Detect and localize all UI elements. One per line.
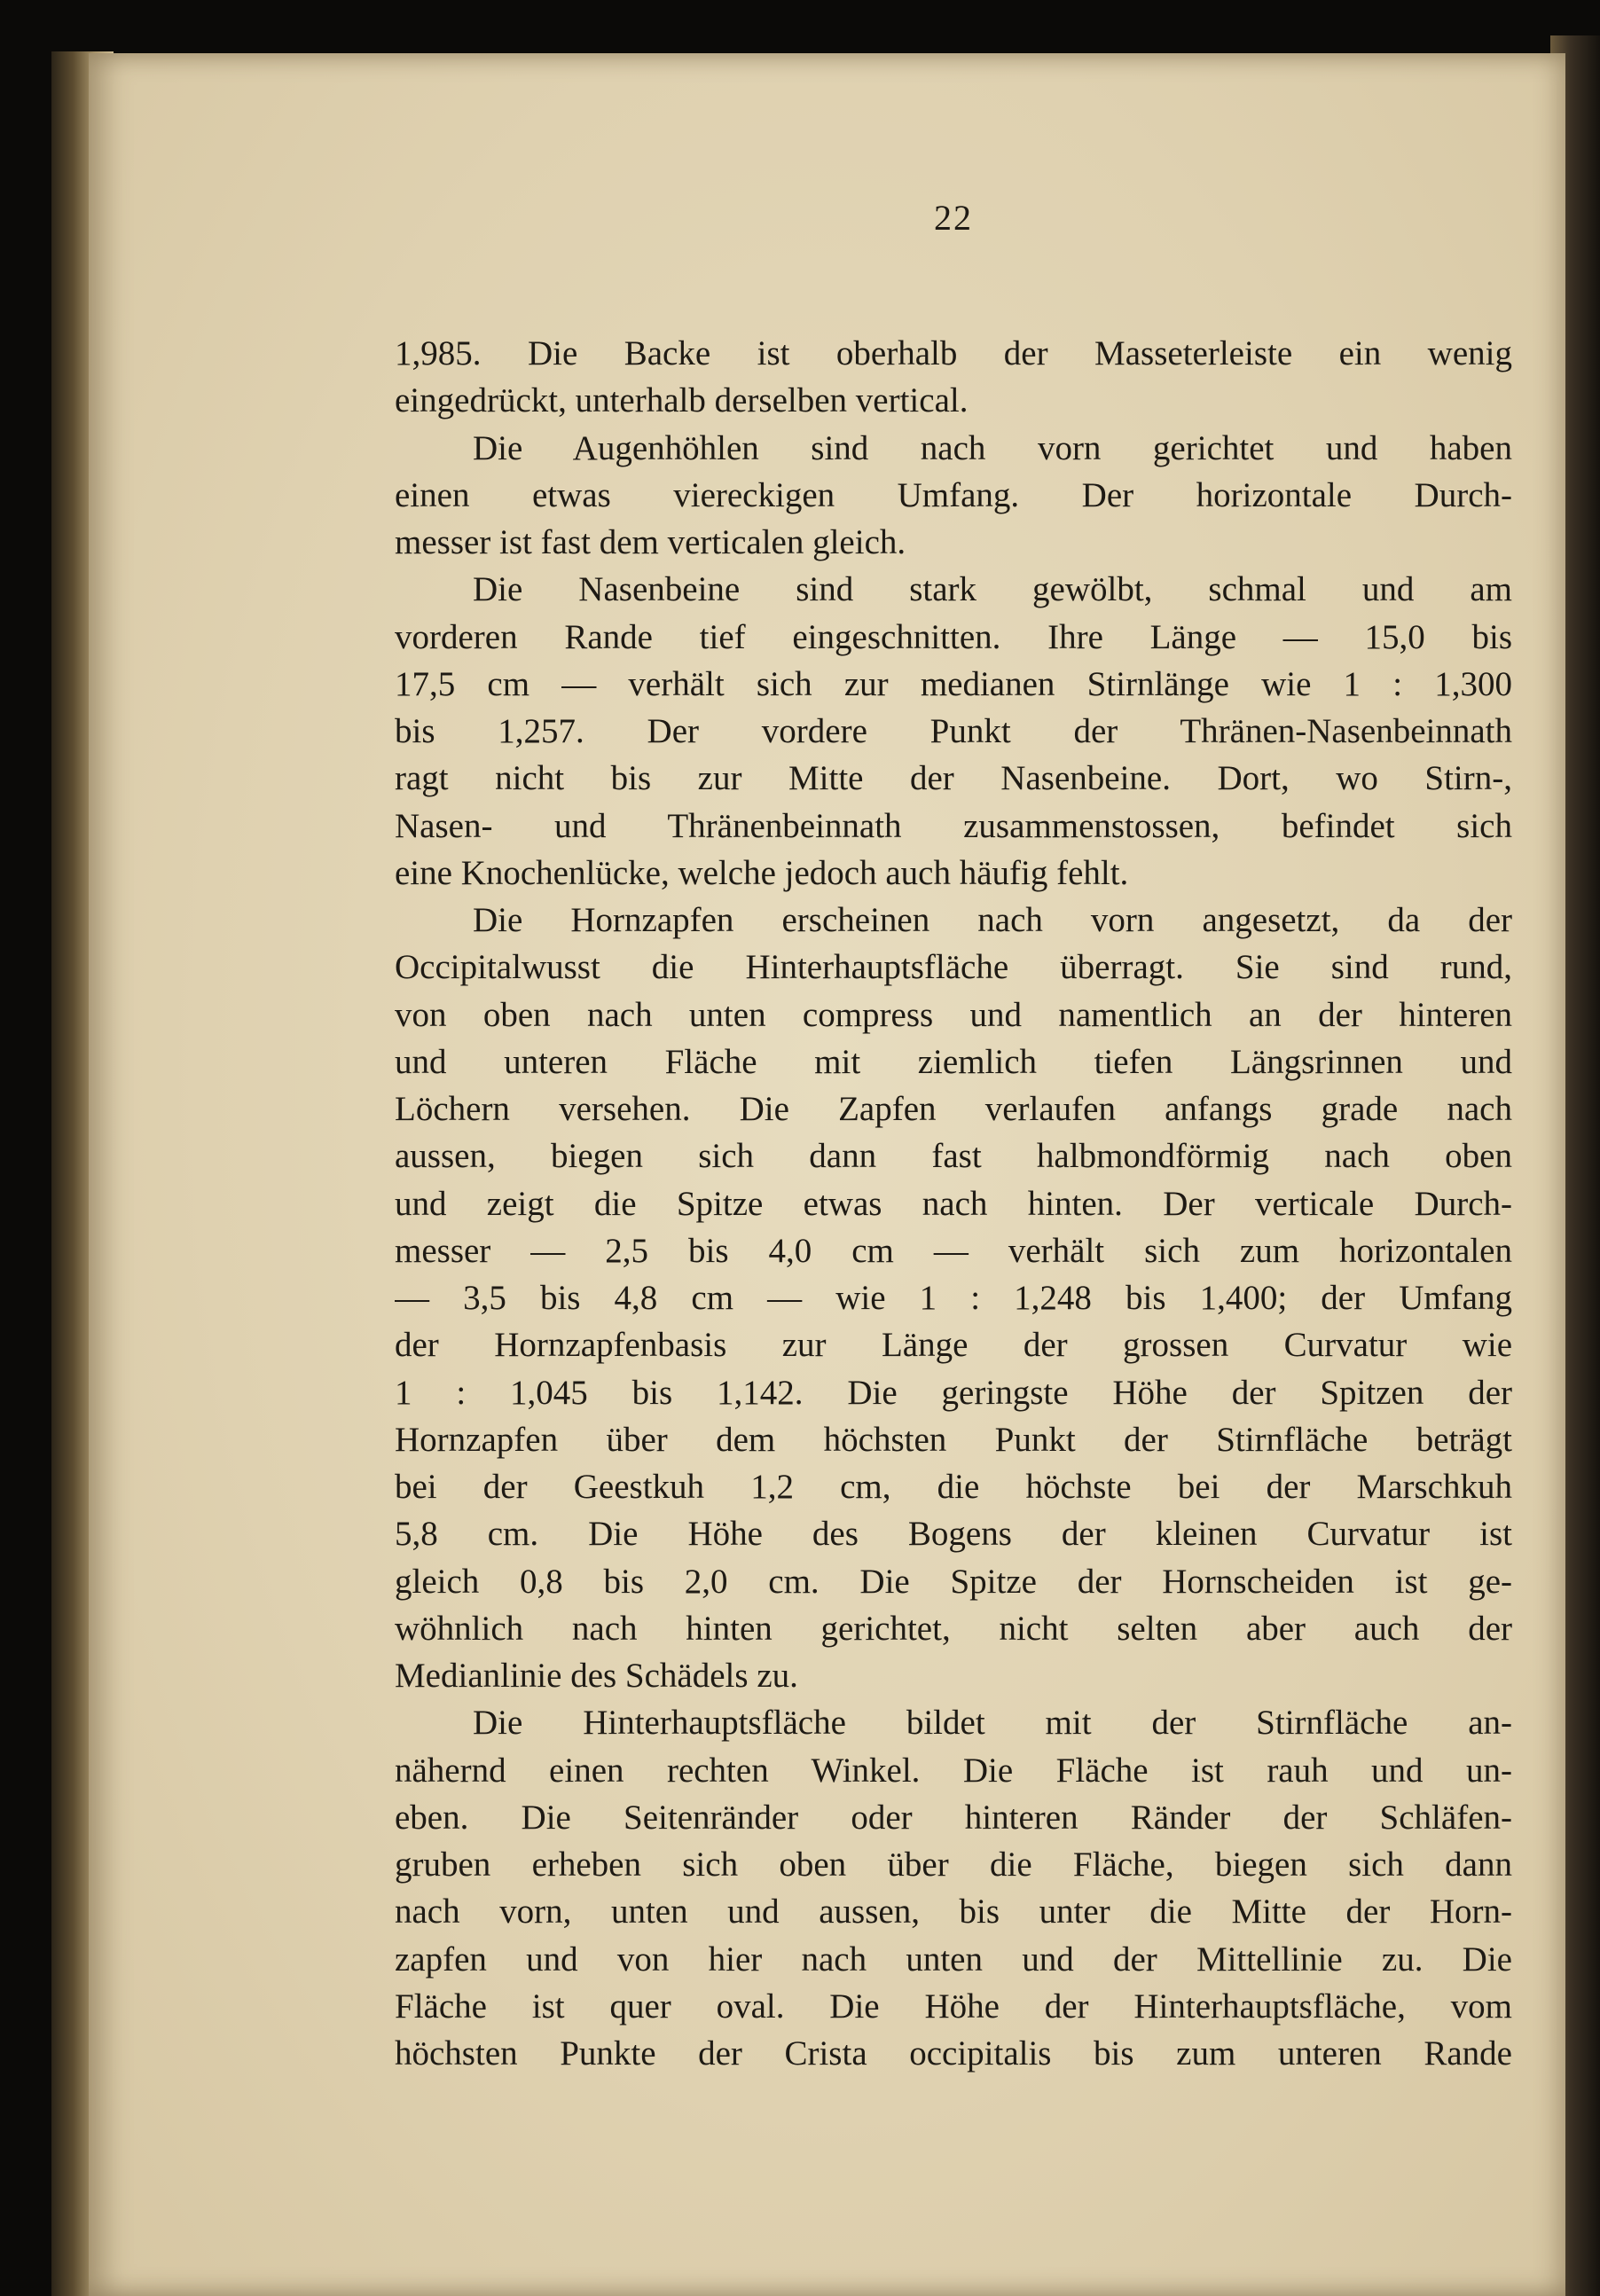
text-line: Die Augenhöhlen sind nach vorn gerichtet und haben — [473, 428, 1512, 467]
text-line: aussen, biegen sich dann fast halbmondförmig nach oben — [395, 1137, 1512, 1176]
text-line: von oben nach unten compress und namentlich an der hinteren — [395, 995, 1512, 1034]
text-line: der Hornzapfenbasis zur Länge der grossen Curvatur wie — [395, 1326, 1512, 1365]
text-line: wöhnlich nach hinten gerichtet, nicht selten aber auch der — [395, 1609, 1512, 1648]
text-line: Die Hinterhauptsfläche bildet mit der Stirnfläche an- — [473, 1704, 1512, 1743]
text-line: bei der Geestkuh 1,2 cm, die höchste bei der Marschkuh — [395, 1468, 1512, 1506]
text-line: 1,985. Die Backe ist oberhalb der Masseterleiste ein wenig — [395, 334, 1512, 372]
text-line: Occipitalwusst die Hinterhauptsfläche überragt. Sie sind rund, — [395, 948, 1512, 987]
book-page — [89, 53, 1565, 2296]
text-line: und unteren Fläche mit ziemlich tiefen Längsrinnen und — [395, 1042, 1512, 1081]
text-line: eingedrückt, unterhalb derselben vertical. — [395, 381, 969, 420]
text-line: nähernd einen rechten Winkel. Die Fläche ist rauh und un- — [395, 1751, 1512, 1790]
text-line: eben. Die Seitenränder oder hinteren Ränder der Schläfen- — [395, 1798, 1512, 1837]
text-line: einen etwas viereckigen Umfang. Der horizontale Durch- — [395, 475, 1512, 514]
text-line: höchsten Punkte der Crista occipitalis bis zum unteren Rande — [395, 2034, 1512, 2073]
text-line: gleich 0,8 bis 2,0 cm. Die Spitze der Hornscheiden ist ge- — [395, 1562, 1512, 1601]
text-line: Fläche ist quer oval. Die Höhe der Hinterhauptsfläche, vom — [395, 1986, 1512, 2026]
text-line: ragt nicht bis zur Mitte der Nasenbeine. Dort, wo Stirn-, — [395, 759, 1512, 798]
text-line: Die Nasenbeine sind stark gewölbt, schmal und am — [473, 570, 1512, 609]
text-line: eine Knochenlücke, welche jedoch auch häufig fehlt. — [395, 853, 1129, 892]
text-line: nach vorn, unten und aussen, bis unter die Mitte der Horn- — [395, 1892, 1512, 1932]
text-line: und zeigt die Spitze etwas nach hinten. Der verticale Durch- — [395, 1184, 1512, 1223]
text-line: 5,8 cm. Die Höhe des Bogens der kleinen Curvatur ist — [395, 1515, 1512, 1554]
text-line: bis 1,257. Der vordere Punkt der Thränen-Nasenbeinnath — [395, 712, 1512, 750]
text-line: messer ist fast dem verticalen gleich. — [395, 523, 906, 561]
page-number: 22 — [934, 198, 973, 238]
text-line: gruben erheben sich oben über die Fläche, biegen sich dann — [395, 1845, 1512, 1884]
text-line: 17,5 cm — verhält sich zur medianen Stirnlänge wie 1 : 1,300 — [395, 664, 1512, 703]
text-line: zapfen und von hier nach unten und der Mittellinie zu. Die — [395, 1939, 1512, 1979]
text-line: Die Hornzapfen erscheinen nach vorn angesetzt, da der — [473, 901, 1512, 939]
body-text — [395, 330, 1512, 2077]
text-line: Nasen- und Thränenbeinnath zusammenstossen, befindet sich — [395, 806, 1512, 845]
text-line: Medianlinie des Schädels zu. — [395, 1657, 798, 1695]
text-line: — 3,5 bis 4,8 cm — wie 1 : 1,248 bis 1,400; der Umfang — [395, 1279, 1512, 1317]
text-line: 1 : 1,045 bis 1,142. Die geringste Höhe der Spitzen der — [395, 1373, 1512, 1412]
text-line: Löchern versehen. Die Zapfen verlaufen anfangs grade nach — [395, 1090, 1512, 1128]
text-line: Hornzapfen über dem höchsten Punkt der Stirnfläche beträgt — [395, 1420, 1512, 1459]
text-line: vorderen Rande tief eingeschnitten. Ihre Länge — 15,0 bis — [395, 617, 1512, 656]
text-line: messer — 2,5 bis 4,0 cm — verhält sich zum horizontalen — [395, 1231, 1512, 1270]
